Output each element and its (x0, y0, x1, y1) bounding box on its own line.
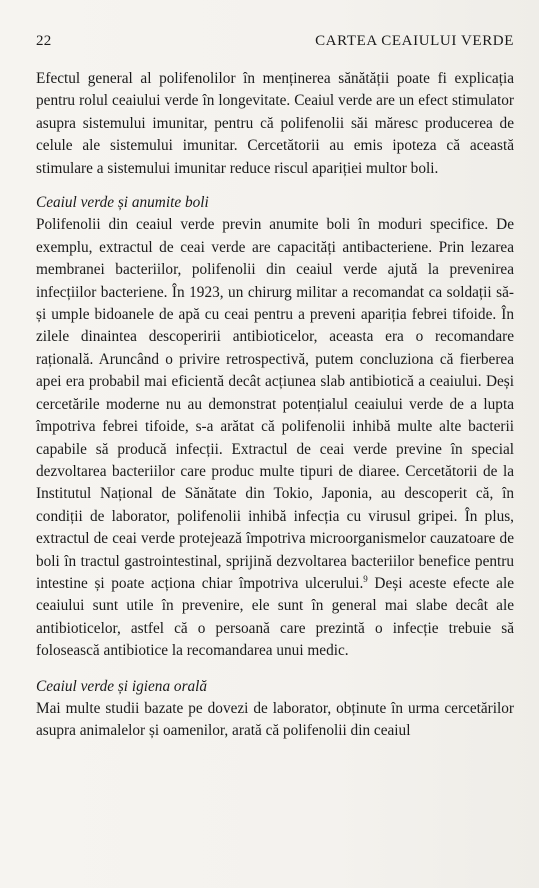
paragraph-longevity: Efectul general al polifenolilor în menținerea sănătății poate fi explicația pentru rolul ceaiului verde în longevitate. Ceaiul verde are un efect stimulator asupra sistemului imunitar, pentru că polifenolii săi măresc producerea de celule ale sistemului imunitar. Cercetătorii au emis ipoteza că această stimulare a sistemului imunitar reduce riscul apariției multor boli. (36, 70, 514, 177)
section-heading-oral-hygiene: Ceaiul verde și igiena orală (36, 677, 208, 695)
paragraph-oral-hygiene: Mai multe studii bazate pe dovezi de laborator, obținute în urma cercetărilor asupra animalelor și oamenilor, arată că polifenolii din ceaiul (36, 699, 514, 740)
running-title: CARTEA CEAIULUI VERDE (315, 33, 514, 49)
paragraph-diseases-text: Polifenolii din ceaiul verde previn anumite boli în moduri specifice. De exemplu, extractul de ceai verde are capacități antibacteriene. Prin lezarea membranei bacteriilor, polifenolii din ceaiul verde ajută la prevenirea infecțiilor bacteriene. În 1923, un chirurg militar a recomandat ca soldații să-și umple bidoanele de apă cu ceai pentru a preveni apariția febrei tifoide. În zilele dinaintea descoperirii antibioticelor, aceasta era o recomandare rațională. Aruncând o privire retrospectivă, putem concluziona că fierberea apei era probabil mai eficientă decât acțiunea slab antibiotică a ceaiului. Deși cercetările moderne nu au demonstrat potențialul ceaiului verde de a lupta împotriva febrei tifoide, s-a arătat că polifenolii inhibă multe alte bacterii capabile să producă infecții. Extractul de ceai verde previne în special dezvoltarea bacteriilor care produc multe tipuri de diaree. Cercetătorii de la Institutul Național de Sănătate din Tokio, Japonia, au descoperit că, în condiții de laborator, polifenolii inhibă infecția cu virusul gripei. În plus, extractul de ceai verde protejează împotriva microorganismelor cauzatoare de boli în tractul gastrointestinal, sprijină dezvoltarea bacteriilor benefice pentru intestine și poate acționa chiar împotriva ulcerului. (36, 216, 514, 592)
paragraph-diseases-text-continued: Deși aceste efecte ale ceaiului sunt utile în prevenire, ele sunt în general mai slabe decât ale antibioticelor, astfel că o persoană care prezintă o infecție trebuie să folosească antibiotice la recomandarea unui medic. (36, 574, 514, 660)
section-heading-diseases: Ceaiul verde și anumite boli (36, 194, 209, 212)
page-header (36, 33, 514, 53)
paragraph-diseases (36, 214, 514, 662)
footnote-reference: 9 (363, 573, 368, 584)
page-number: 22 (36, 33, 52, 49)
body-text (36, 68, 514, 743)
